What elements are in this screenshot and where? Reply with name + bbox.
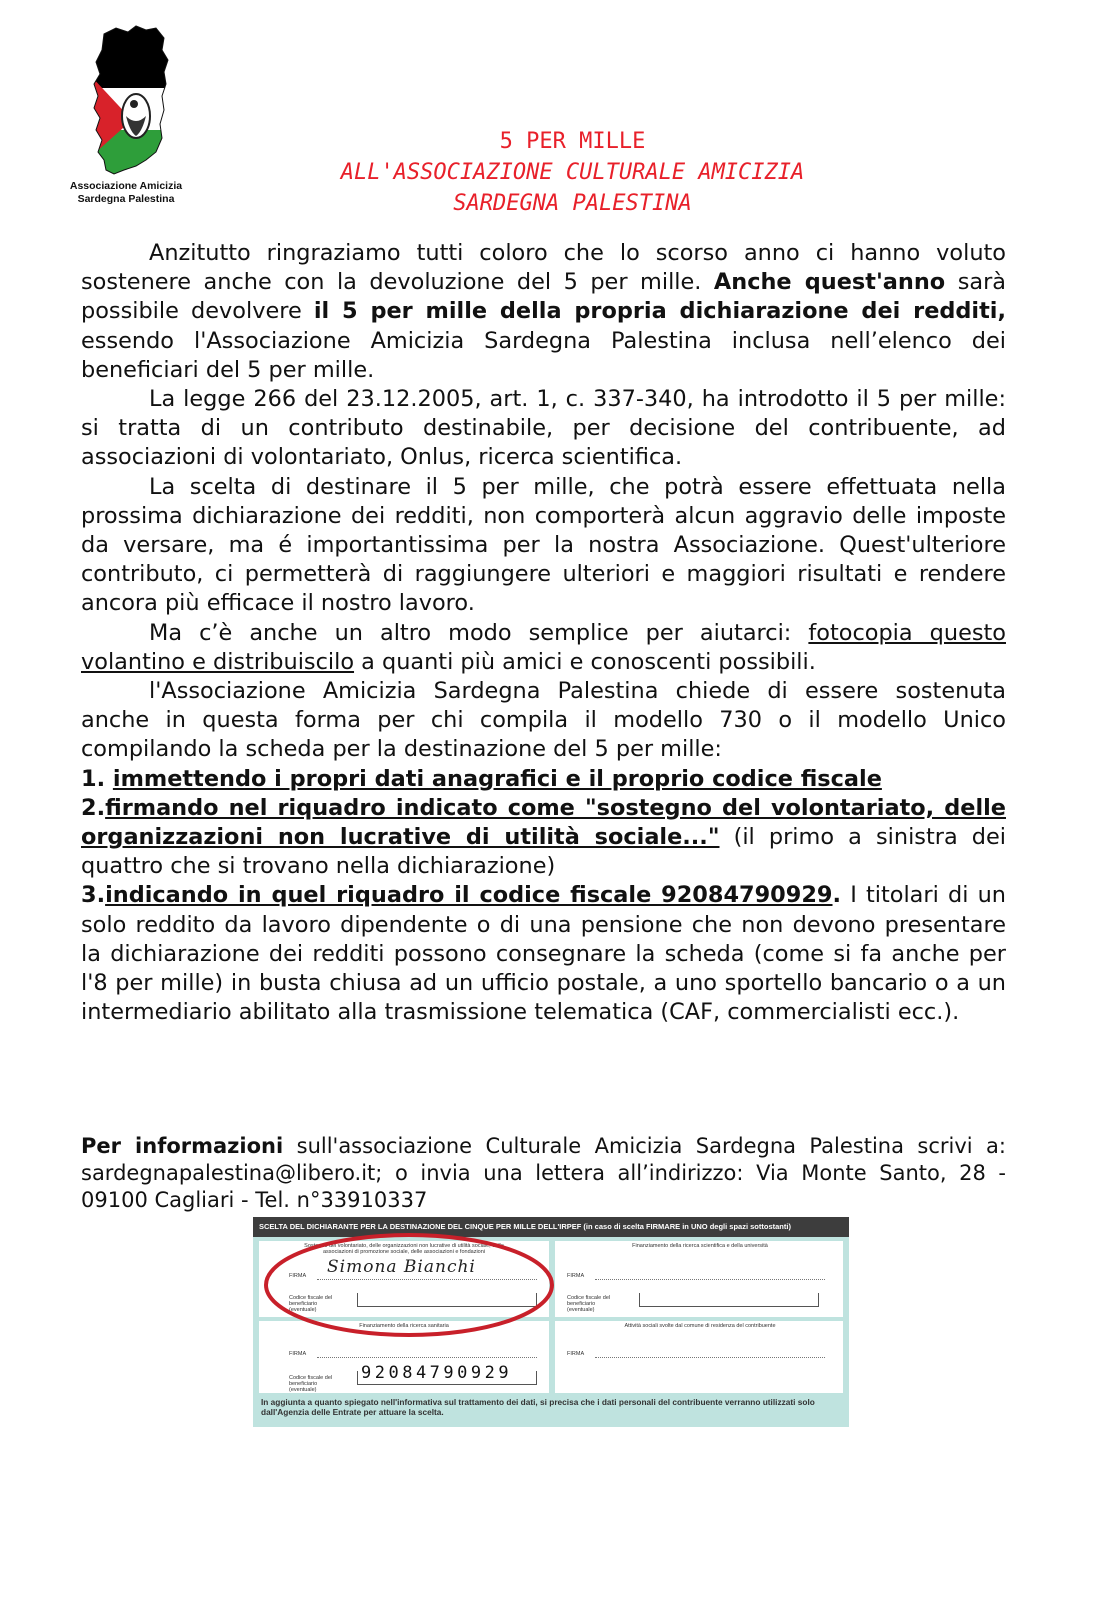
box3-firma-label: FIRMA [289,1351,307,1357]
box1-title: Sostegno del volontariato, delle organizzazioni non lucrative di utilità sociale, delle associazioni di promozione sociale, delle associazioni e fondazioni [304,1243,504,1255]
title-line-2: ALL'ASSOCIAZIONE CULTURALE AMICIZIA [340,160,805,185]
box3-signature-line [317,1357,537,1358]
p4-text-a: Ma c’è anche un altro modo semplice per aiutarci: [149,619,809,646]
step-1-text: immettendo i propri dati anagrafici e il proprio codice fiscale [112,765,882,792]
logo [56,20,196,206]
step-2-rest: (il primo a sinistra dei quattro che si trovano nella dichiarazione) [81,824,1006,880]
box2-signature-line [595,1279,825,1280]
step-3-number: 3. [81,882,106,909]
paragraph-choice: La scelta di destinare il 5 per mille, che potrà essere effettuata nella prossima dichiarazione dei redditi, non comporterà alcun aggravio delle imposte da versare, ma é importantissima per la nostra Associazione. Quest'ulteriore contributo, ci permetterà di raggiungere ulteriori e maggiori risultati e rendere ancora più efficace il nostro lavoro. [81,473,1006,617]
box2-firma-label: FIRMA [567,1273,585,1279]
step-3-text: indicando in quel riquadro il codice fiscale 92084790929 [105,882,833,909]
p1-text-e: essendo l'Associazione Amicizia Sardegna Palestina inclusa nell’elenco dei beneficiari del 5 per mille. [81,327,1006,383]
logo-caption-line1: Associazione Amicizia [69,180,183,192]
info-text: sull'associazione Culturale Amicizia Sardegna Palestina scrivi a: sardegnapalestina@libero.it; o invia una lettera all’indirizzo: Via Monte Santo, 28 - 09100 Cagliari - Tel. n°33910337 [81,1134,1006,1212]
paragraph-photocopy [81,619,1006,677]
step-3 [81,881,1006,1027]
p1-bold-anche: Anche quest'anno [713,269,946,296]
info-bold: Per informazioni [81,1134,284,1158]
box4-firma-label: FIRMA [567,1351,585,1357]
step-3-dot: . [832,882,842,909]
box2-cf-boxes [639,1293,819,1307]
step-2-text: firmando nel riquadro indicato come "sostegno del volontariato, delle organizzazioni non lucrative di utilità sociale..." [81,794,1006,851]
step-2-number: 2. [81,794,106,821]
box3-title: Finanziamento della ricerca sanitaria [359,1323,449,1329]
codice-fiscale-value: 92084790929 [361,1363,513,1383]
p1-text-c: sarà possibile devolvere [81,269,1007,325]
p4-underlined: fotocopia questo volantino e distribuiscilo [81,619,1006,675]
paragraph-thanks [81,239,1006,385]
contact-info [81,1133,1006,1214]
box3-cf-label: Codice fiscale del beneficiario (eventuale) [289,1375,333,1393]
step-1-number: 1. [81,765,113,792]
paragraph-association: l'Associazione Amicizia Sardegna Palestina chiede di essere sostenuta anche in questa forma per chi compila il modello 730 o il modello Unico compilando la scheda per la destinazione del 5 per mille: [81,678,1006,763]
title-line-3: SARDEGNA PALESTINA [453,191,692,216]
sardinia-palestine-flag-logo [76,20,176,180]
p1-text-a: Anzitutto ringraziamo tutti coloro che lo scorso anno ci hanno voluto sostenere anche con la devoluzione del 5 per mille. [81,240,1006,296]
p1-bold-5-per-mille: il 5 per mille della propria dichiarazione dei redditi, [313,298,1006,325]
box2-cf-label: Codice fiscale del beneficiario (eventuale) [567,1295,611,1313]
form-header: SCELTA DEL DICHIARANTE PER LA DESTINAZIONE DEL CINQUE PER MILLE DELL'IRPEF (in caso di scelta FIRMARE in UNO degli spazi sottostanti) [253,1217,849,1237]
logo-caption-line2: Sardegna Palestina [77,193,175,205]
box2-title: Finanziamento della ricerca scientifica e della università [632,1243,768,1249]
paragraph-law: La legge 266 del 23.12.2005, art. 1, c. 337-340, ha introdotto il 5 per mille: si tratta di un contributo destinabile, per decisione del contribuente, ad associazioni di volontariato, Onlus, ricerca scientifica. [81,386,1006,471]
form-footer-note: In aggiunta a quanto spiegato nell'informativa sul trattamento dei dati, si precisa che i dati personali del contribuente verranno utilizzati solo dall'Agenzia delle Entrate per attuare la scelta. [261,1397,815,1417]
p4-text-c: a quanti più amici e conoscenti possibili. [354,648,816,675]
box1-firma-label: FIRMA [289,1273,307,1279]
logo-caption [56,180,196,206]
page-title [200,126,945,219]
highlight-ellipse [261,1231,557,1339]
step-1 [81,765,1006,794]
step-2 [81,794,1006,882]
tax-form-example [253,1217,849,1427]
box4-title: Attività sociali svolte dal comune di residenza del contribuente [624,1323,776,1329]
title-line-1: 5 PER MILLE [499,129,646,154]
box4-signature-line [595,1357,825,1358]
body-text [81,239,1006,1027]
form-box-ricerca-scientifica [555,1241,843,1317]
step-3-rest: I titolari di un solo reddito da lavoro dipendente o di una pensione che non devono presentare la dichiarazione dei redditi possono consegnare la scheda (come si fa anche per l'8 per mille) in busta chiusa ad un ufficio postale, a uno sportello bancario o a un intermediario abilitato alla trasmissione telematica (CAF, commercialisti ecc.). [81,882,1006,1026]
box1-cf-label: Codice fiscale del beneficiario (eventuale) [289,1295,333,1313]
form-box-comune [555,1321,843,1393]
signature: Simona Bianchi [327,1257,476,1277]
